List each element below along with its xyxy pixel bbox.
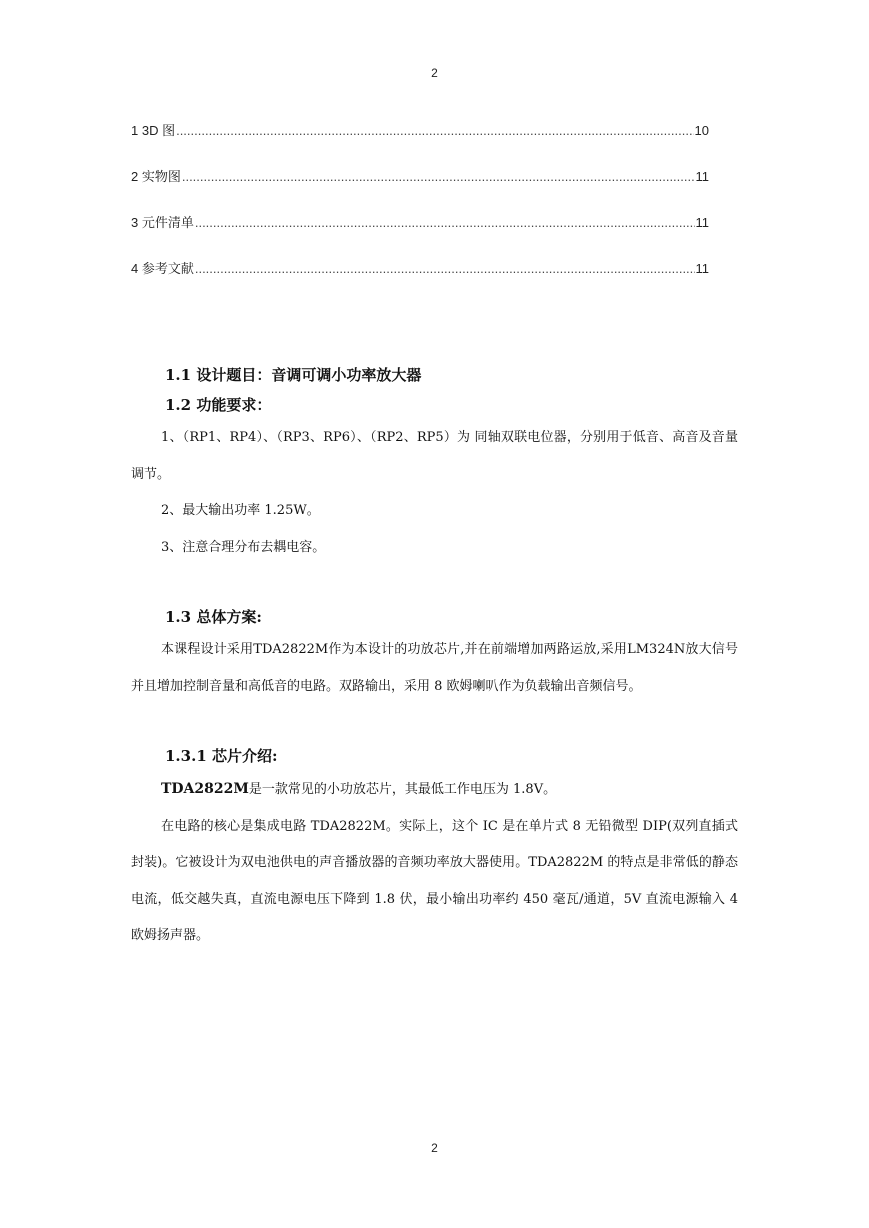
requirement-item-3: 3、注意合理分布去耦电容。 xyxy=(161,539,326,555)
footer-page-number: 2 xyxy=(431,1141,438,1155)
toc-leader-dots xyxy=(182,169,695,184)
section-title-1-3: 1.3 总体方案: xyxy=(165,608,262,626)
toc-entry-page: 11 xyxy=(695,215,709,230)
chip-intro-paragraph xyxy=(131,771,738,809)
toc-entry-label: 1 3D 图 xyxy=(131,123,176,138)
section-title-1-2: 1.2 功能要求： xyxy=(165,396,272,414)
document-body xyxy=(131,360,738,955)
toc-leader-dots xyxy=(195,215,695,230)
chip-name: TDA2822M xyxy=(161,781,249,797)
toc-entry-page: 11 xyxy=(695,169,709,184)
toc-leader-dots xyxy=(176,123,693,138)
requirement-item-2: 2、最大输出功率 1.25W。 xyxy=(161,503,320,518)
chip-detail-paragraph: 在电路的核心是集成电路 TDA2822M。实际上，这个 IC 是在单片式 8 无铅微型 DIP(双列直插式封装)。它被设计为双电池供电的声音播放器的音频功率放大器使用。TDA2822M 的特点是非常低的静态电流，低交越失真，直流电源电压下降到 1.8 伏，最小输出功率约 450 毫瓦/通道，5V 直流电源输入 4 欧姆扬声器。 xyxy=(131,818,738,943)
toc-entry[interactable] xyxy=(131,212,709,258)
toc-entry-label: 3 元件清单 xyxy=(131,215,194,230)
section-title-1-1: 1.1 设计题目：音调可调小功率放大器 xyxy=(165,366,422,384)
toc-entry[interactable] xyxy=(131,120,709,166)
header-page-number: 2 xyxy=(431,66,438,80)
toc-entry[interactable] xyxy=(131,258,709,304)
toc-leader-dots xyxy=(195,261,695,276)
toc-entry-label: 2 实物图 xyxy=(131,169,181,184)
chip-intro-text: 是一款常见的小功放芯片，其最低工作电压为 1.8V。 xyxy=(248,782,557,797)
toc-entry-page: 11 xyxy=(695,261,709,276)
spacer xyxy=(131,705,738,741)
toc-entry-page: 10 xyxy=(694,123,709,138)
spacer xyxy=(131,566,738,602)
overall-scheme-paragraph: 本课程设计采用TDA2822M作为本设计的功放芯片,并在前端增加两路运放,采用LM324N放大信号并且增加控制音量和高低音的电路。双路输出，采用 8 欧姆喇叭作为负载输出音频信号。 xyxy=(131,642,738,694)
requirement-item-1: 1、（RP1、RP4）、（RP3、RP6）、（RP2、RP5）为 同轴双联电位器，分别用于低音、高音及音量调节。 xyxy=(131,430,738,482)
toc-entry-label: 4 参考文献 xyxy=(131,261,194,276)
table-of-contents xyxy=(131,120,709,304)
toc-entry[interactable] xyxy=(131,166,709,212)
section-title-1-3-1: 1.3.1 芯片介绍: xyxy=(165,747,278,765)
